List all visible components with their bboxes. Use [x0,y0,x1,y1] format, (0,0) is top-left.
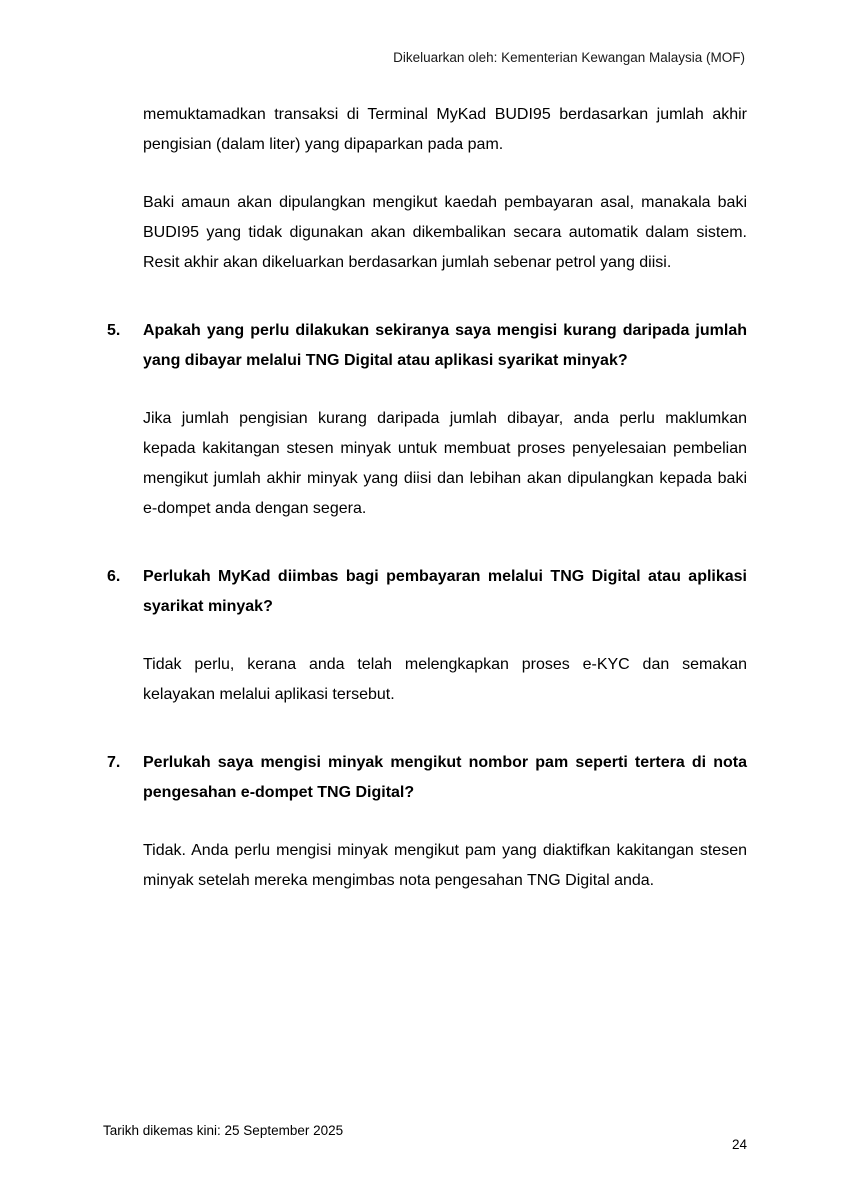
faq-item-6 [107,562,747,710]
faq-number: 6. [107,568,121,585]
faq-question-text: Perlukah MyKad diimbas bagi pembayaran melalui TNG Digital atau aplikasi syarikat minyak? [143,568,747,615]
faq-answer: Jika jumlah pengisian kurang daripada jumlah dibayar, anda perlu maklumkan kepada kakitangan stesen minyak untuk membuat proses penyelesaian pembelian mengikut jumlah akhir minyak yang diisi dan lebihan akan dipulangkan kepada baki e-dompet anda dengan segera. [143,410,747,517]
last-updated-date: Tarikh dikemas kini: 25 September 2025 [103,1123,344,1138]
faq-number: 7. [107,754,121,771]
intro-paragraph: Baki amaun akan dipulangkan mengikut kaedah pembayaran asal, manakala baki BUDI95 yang tidak digunakan akan dikembalikan secara automatik dalam sistem. Resit akhir akan dikeluarkan berdasarkan jumlah sebenar petrol yang diisi. [143,194,747,271]
faq-question [107,316,747,376]
faq-question-text: Apakah yang perlu dilakukan sekiranya saya mengisi kurang daripada jumlah yang dibayar melalui TNG Digital atau aplikasi syarikat minyak? [143,322,747,369]
faq-question [107,562,747,622]
page-number: 24 [731,1137,747,1152]
faq-item-5 [107,316,747,524]
document-body [107,100,747,896]
faq-question-text: Perlukah saya mengisi minyak mengikut nombor pam seperti tertera di nota pengesahan e-dompet TNG Digital? [143,754,747,801]
faq-question [107,748,747,808]
faq-item-7 [107,748,747,896]
document-header: Dikeluarkan oleh: Kementerian Kewangan Malaysia (MOF) [393,50,745,65]
faq-number: 5. [107,322,121,339]
intro-paragraph: memuktamadkan transaksi di Terminal MyKad BUDI95 berdasarkan jumlah akhir pengisian (dalam liter) yang dipaparkan pada pam. [143,106,747,153]
faq-answer: Tidak. Anda perlu mengisi minyak mengikut pam yang diaktifkan kakitangan stesen minyak setelah mereka mengimbas nota pengesahan TNG Digital anda. [143,842,747,889]
faq-answer: Tidak perlu, kerana anda telah melengkapkan proses e-KYC dan semakan kelayakan melalui aplikasi tersebut. [143,656,747,703]
